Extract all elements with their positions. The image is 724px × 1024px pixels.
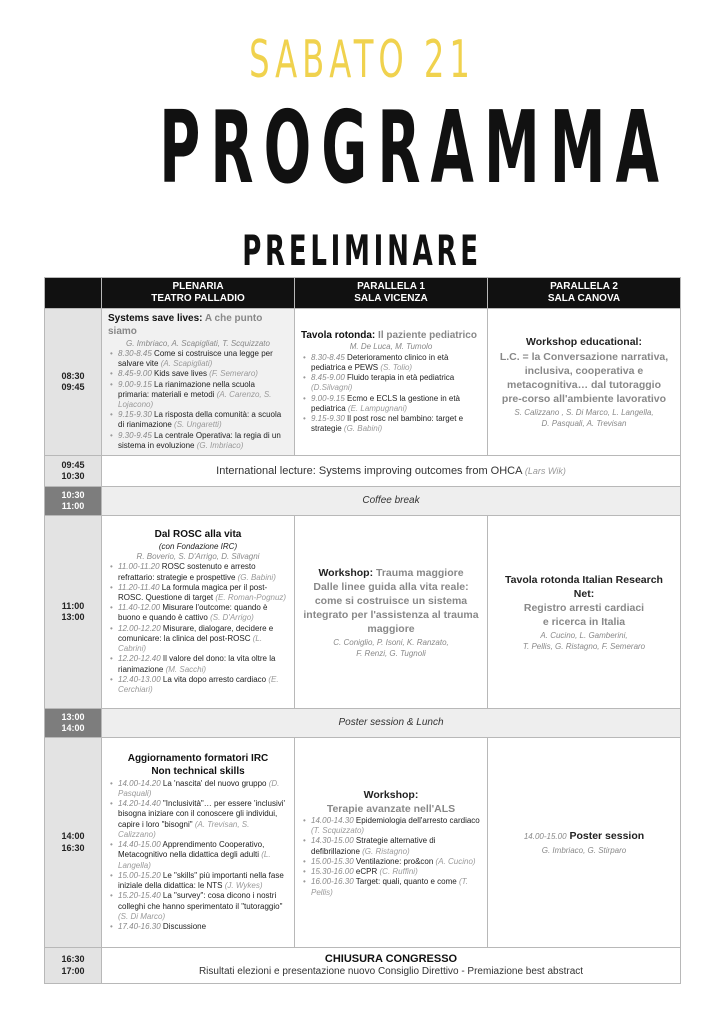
session-title: Dal ROSC alla vita [154,529,242,541]
list-item: • 9.00-9.15 La rianimazione nella scuola primaria: materiali e metodi (A. Carenzo, S. Lojacono) [108,380,288,411]
list-item: • 8.30-8.45 Deterioramento clinico in età pediatrica e PEWS (S. Tolio) [301,353,481,373]
session-cell-parallela-1 [295,738,488,948]
list-item: • 15.00-15.30 Ventilazione: pro&con (A. Cucino) [301,857,481,867]
session-items [301,353,481,435]
session-speakers: M. De Luca, M. Tumolo [349,342,433,352]
list-item: • 15.00-15.20 Le "skills" più importanti nella fase iniziale della didattica: le NTS (J. Wykes) [108,871,288,891]
session-speakers: C. Coniglio, P. Isoni, K. Ranzato, F. Renzi, G. Tugnoli [333,638,449,658]
session-items [108,779,288,933]
list-item: • 16.00-16.30 Target: quali, quanto e come (T. Pellis) [301,877,481,897]
list-item: • 15.30-16.00 eCPR (C. Ruffini) [301,867,481,877]
session-title: Workshop: Terapie avanzate nell'ALS [326,788,456,815]
time-cell: 08:30 09:45 [45,309,102,456]
day-title: SABATO 21 [249,30,475,90]
session-items [108,349,288,451]
time-cell: 14:00 16:30 [45,738,102,948]
session-title: Systems save lives: A che punto siamo [108,313,263,337]
list-item: • 9.15-9.30 La risposta della comunità: a scuola di rianimazione (S. Ungaretti) [108,410,288,430]
column-header-parallela-2: PARALLELA 2 SALA CANOVA [488,278,681,309]
table-row [45,487,681,516]
list-item: • 14.20-14.40 "Inclusività"… per essere 'inclusivi' bisogna iniziare con il conoscere gli individui, capire i loro "bisogni" (A. Trevisan, S. Calizzano) [108,799,288,840]
table-header-row [45,278,681,309]
list-item: • 14.00-14.30 Epidemiologia dell'arresto cardiaco (T. Scquizzato) [301,816,481,836]
time-column-header [45,278,102,309]
session-speakers: A. Cucino, L. Gamberini, T. Pellis, G. Ristagno, F. Semeraro [522,631,646,651]
time-cell: 10:30 11:00 [45,487,102,516]
list-item: • 8.45-9.00 Kids save lives (F. Semeraro) [108,369,288,379]
time-cell: 09:45 10:30 [45,456,102,487]
list-item: • 11.20-11.40 La formula magica per il post-ROSC. Questione di target (E. Roman-Pognuz) [108,583,288,603]
session-cell-plenaria [102,309,295,456]
session-cell-parallela-1 [295,516,488,709]
session-title: 14.00-15.00 Poster session [523,830,645,843]
session-speakers: G. Imbriaco, G. Stirparo [541,845,627,855]
break-cell: Coffee break [102,487,681,516]
table-row [45,309,681,456]
list-item: • 12.00-12.20 Misurare, dialogare, decidere e comunicare: la clinica del post-ROSC (L. Cabrini) [108,624,288,655]
table-row [45,948,681,984]
session-title: Tavola rotonda: Il paziente pediatrico [301,329,477,341]
list-item: • 12.20-12.40 Il valore del dono: la vita oltre la rianimazione (M. Sacchi) [108,654,288,674]
lecture-cell: International lecture: Systems improving outcomes from OHCA (Lars Wik) [102,456,681,487]
page-title: PROGRAMMA [159,89,669,206]
session-cell-parallela-2 [488,516,681,709]
program-table [44,277,681,984]
table-row [45,516,681,709]
closing-title: CHIUSURA CONGRESSO [324,953,458,966]
list-item: • 9.30-9.45 La centrale Operativa: la regia di un sistema in evoluzione (G. Imbriaco) [108,431,288,451]
session-cell-plenaria [102,738,295,948]
list-item: • 8.45-9.00 Fluido terapia in età pediatrica (D.Silvagni) [301,373,481,393]
list-item: • 9.00-9.15 Ecmo e ECLS la gestione in età pediatrica (E. Lampugnani) [301,394,481,414]
session-cell-parallela-2 [488,738,681,948]
session-title: Workshop educational: L.C. = la Conversazione narrativa, inclusiva, cooperativa e metacognitiva… dal tutoraggio pre-corso all'ambiente lavorativo [499,336,669,406]
session-cell-parallela-2 [488,309,681,456]
session-subtitle: (con Fondazione IRC) [158,541,238,551]
time-cell: 13:00 14:00 [45,709,102,738]
session-title: Aggiornamento formatori IRC Non technical skills [127,753,269,777]
session-speakers: G. Imbriaco, A. Scapigliati, T. Scquizzato [126,338,270,348]
table-row [45,456,681,487]
list-item: • 15.20-15.40 La "survey": cosa dicono i nostri colleghi che hanno sperimentato il "tutoraggio" (S. Di Marco) [108,891,288,922]
table-row [45,738,681,948]
list-item: • 14.00-14.20 La 'nascita' del nuovo gruppo (D. Pasquali) [108,779,288,799]
table-row [45,709,681,738]
session-title: Tavola rotonda Italian Research Net: Registro arresti cardiaci e ricerca in Italia [505,573,663,629]
list-item: • 8.30-8.45 Come si costruisce una legge per salvare vite (A. Scapigliati) [108,349,288,369]
session-cell-plenaria [102,516,295,709]
closing-cell [102,948,681,984]
time-cell: 11:00 13:00 [45,516,102,709]
column-header-plenaria: PLENARIA TEATRO PALLADIO [102,278,295,309]
list-item: • 11.40-12.00 Misurare l'outcome: quando è buono e quando è cattivo (S. D'Arrigo) [108,603,288,623]
list-item: • 11.00-11.20 ROSC sostenuto e arresto refrattario: strategie e prospettive (G. Babini) [108,562,288,582]
list-item: • 12.40-13.00 La vita dopo arresto cardiaco (E. Cerchiari) [108,675,288,695]
session-items [108,562,288,695]
column-header-parallela-1: PARALLELA 1 SALA VICENZA [295,278,488,309]
list-item: • 17.40-16.30 Discussione [108,922,288,932]
page-subtitle: PRELIMINARE [242,226,482,275]
session-title: Workshop: Trauma maggiore Dalle linee guida alla vita reale: come si costruisce un sistema integrato per l'assistenza al trauma maggiore [303,566,479,636]
list-item: • 14.40-15.00 Apprendimento Cooperativo, Metacognitivo nella didattica degli adulti (L. Langella) [108,840,288,871]
session-cell-parallela-1 [295,309,488,456]
time-cell: 16:30 17:00 [45,948,102,984]
closing-text: Risultati elezioni e presentazione nuovo Consiglio Direttivo - Premiazione best abstract [198,966,584,978]
list-item: • 14.30-15.00 Strategie alternative di defibrillazione (G. Ristagno) [301,836,481,856]
break-cell: Poster session & Lunch [102,709,681,738]
session-speakers: R. Boverio, S. D'Arrigo, D. Silvagni [136,552,260,562]
session-speakers: S. Calizzano , S. Di Marco, L. Langella, D. Pasquali, A. Trevisan [514,408,654,428]
session-items [301,816,481,898]
list-item: • 9.15-9.30 Il post rosc nel bambino: target e strategie (G. Babini) [301,414,481,434]
